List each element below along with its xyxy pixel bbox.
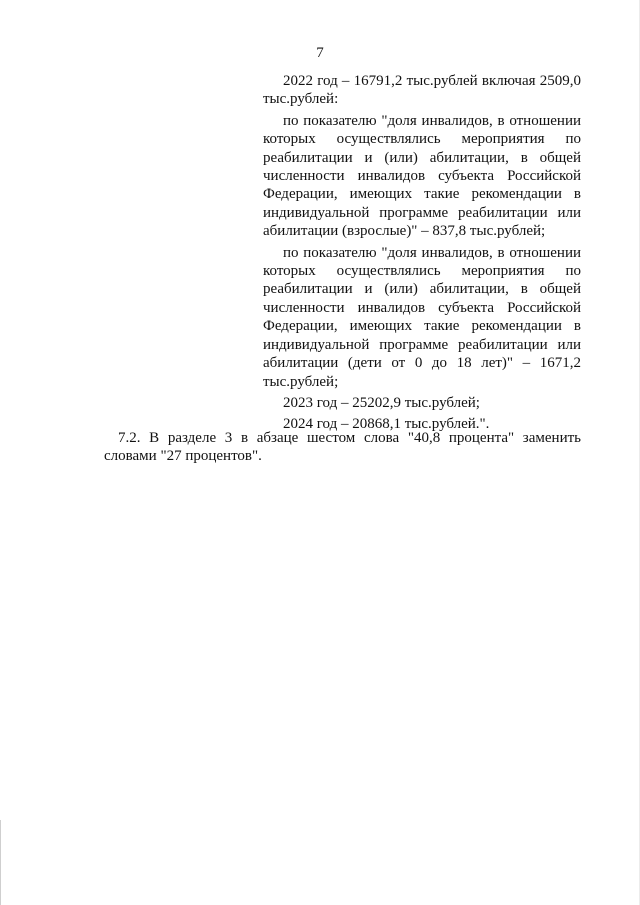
scan-edge-line (0, 820, 1, 905)
page-number: 7 (316, 45, 324, 61)
paragraph-2022-total: 2022 год – 16791,2 тыс.рублей включая 2509,0 тыс.рублей: (263, 73, 581, 108)
paragraph-children-indicator: по показателю "доля инвалидов, в отношении которых осуществлялись мероприятия по реабилитации и (или) абилитации, в общей численности инвалидов субъекта Российской Федерации, имеющих такие рекомендации в индивидуальной программе реабилитации или абилитации (дети от 0 до 18 лет)" – 1671,2 тыс.рублей; (263, 244, 581, 390)
section-7-2-paragraph: 7.2. В разделе 3 в абзаце шестом слова "40,8 процента" заменить словами "27 процентов". (104, 430, 581, 465)
paragraph-2024-total: 2024 год – 20868,1 тыс.рублей.". (283, 416, 490, 433)
paragraph-adults-indicator: по показателю "доля инвалидов, в отношении которых осуществлялись мероприятия по реабилитации и (или) абилитации, в общей численности инвалидов субъекта Российской Федерации, имеющих такие рекомендации в индивидуальной программе реабилитации или абилитации (взрослые)" – 837,8 тыс.рублей; (263, 112, 581, 240)
paragraph-2023-total: 2023 год – 25202,9 тыс.рублей; (283, 394, 480, 411)
amendment-text-block (263, 72, 581, 434)
